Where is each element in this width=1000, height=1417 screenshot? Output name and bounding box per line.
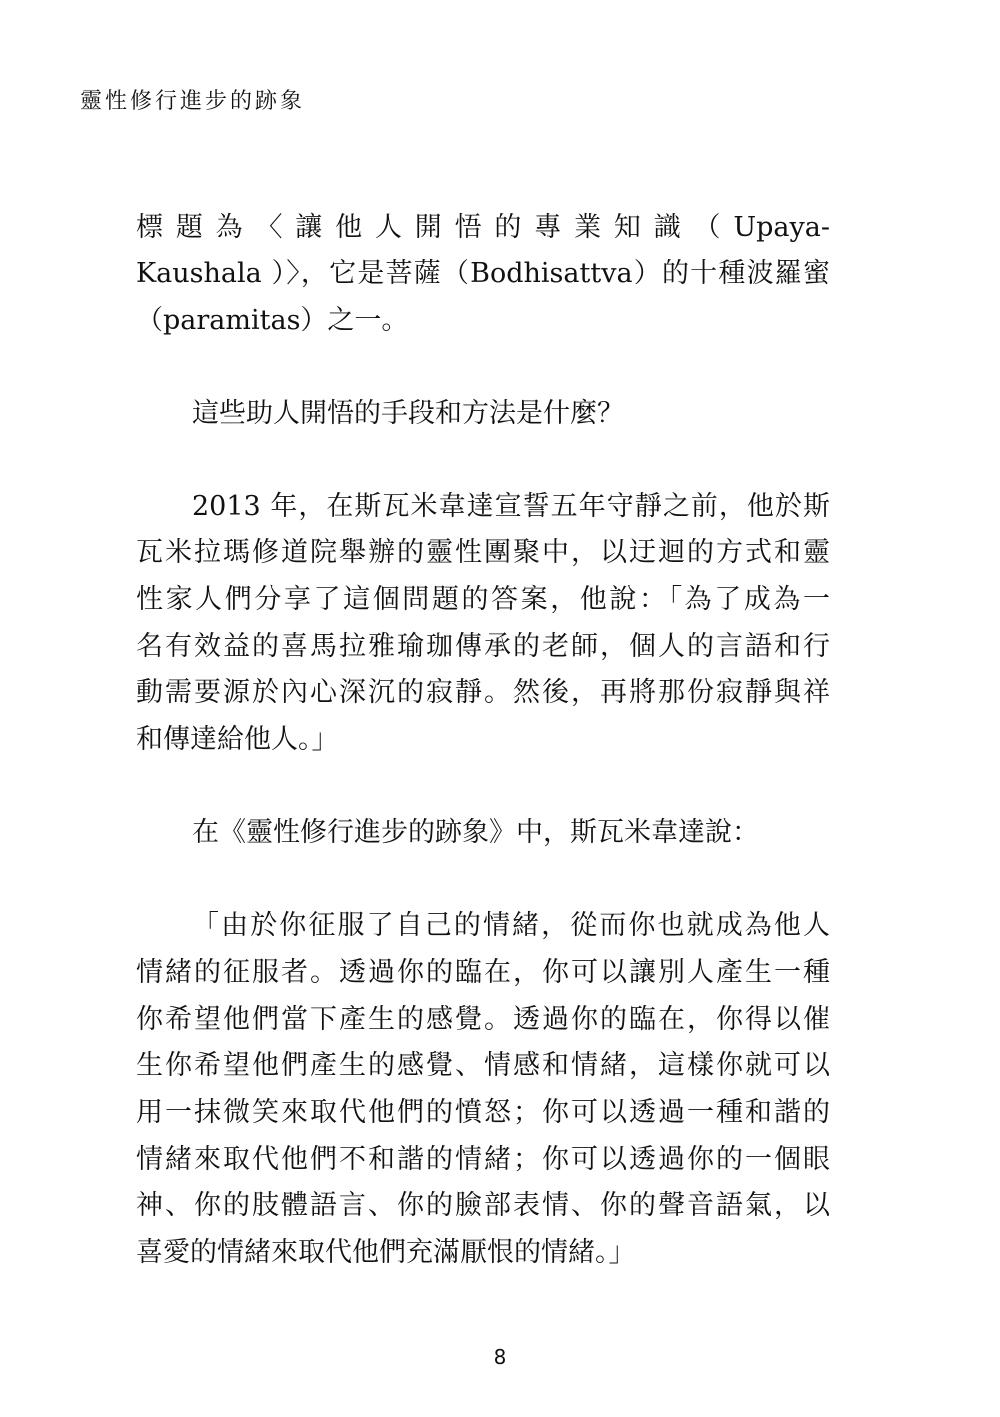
body-line: （paramitas）之一。 (136, 305, 409, 336)
page-number: 8 (493, 1345, 507, 1369)
body-line: 動需要源於內心深沉的寂靜。然後，再將那份寂靜與祥 (136, 677, 830, 708)
quote-line: 你希望他們當下產生的感覺。透過你的臨在，你得以催 (136, 1004, 830, 1035)
body-line: 標 題 為 〈 讓 他 人 開 悟 的 專 業 知 識 （ Upaya- (136, 212, 830, 243)
body-line: 這些助人開悟的手段和方法是什麼？ (192, 398, 624, 429)
quote-line: 情緒來取代他們不和諧的情緒；你可以透過你的一個眼 (136, 1144, 830, 1175)
body-line: 名有效益的喜馬拉雅瑜珈傳承的老師，個人的言語和行 (136, 631, 830, 662)
quote-line: 「由於你征服了自己的情緒，從而你也就成為他人 (192, 910, 830, 941)
quote-line: 生你希望他們產生的感覺、情感和情緒，這樣你就可以 (136, 1050, 830, 1081)
body-line: 性家人們分享了這個問題的答案，他說：「為了成為一 (136, 584, 830, 615)
body-line: 瓦米拉瑪修道院舉辦的靈性團聚中，以迂迴的方式和靈 (136, 537, 830, 568)
quote-line: 神、你的肢體語言、你的臉部表情、你的聲音語氣，以 (136, 1190, 830, 1221)
running-header: 靈性修行進步的跡象 (80, 89, 306, 114)
quote-line: 情緒的征服者。透過你的臨在，你可以讓別人產生一種 (136, 957, 830, 988)
body-line: 2013 年，在斯瓦米韋達宣誓五年守靜之前，他於斯 (192, 491, 830, 522)
body-line: Kaushala ）〉，它是菩薩（Bodhisattva）的十種波羅蜜 (136, 258, 830, 289)
quote-line: 用一抹微笑來取代他們的憤怒；你可以透過一種和諧的 (136, 1097, 830, 1128)
quote-line: 喜愛的情緒來取代他們充滿厭恨的情緒。」 (136, 1237, 636, 1268)
body-line: 在《靈性修行進步的跡象》中，斯瓦米韋達說： (192, 817, 759, 848)
body-line: 和傳達給他人。」 (136, 724, 339, 755)
